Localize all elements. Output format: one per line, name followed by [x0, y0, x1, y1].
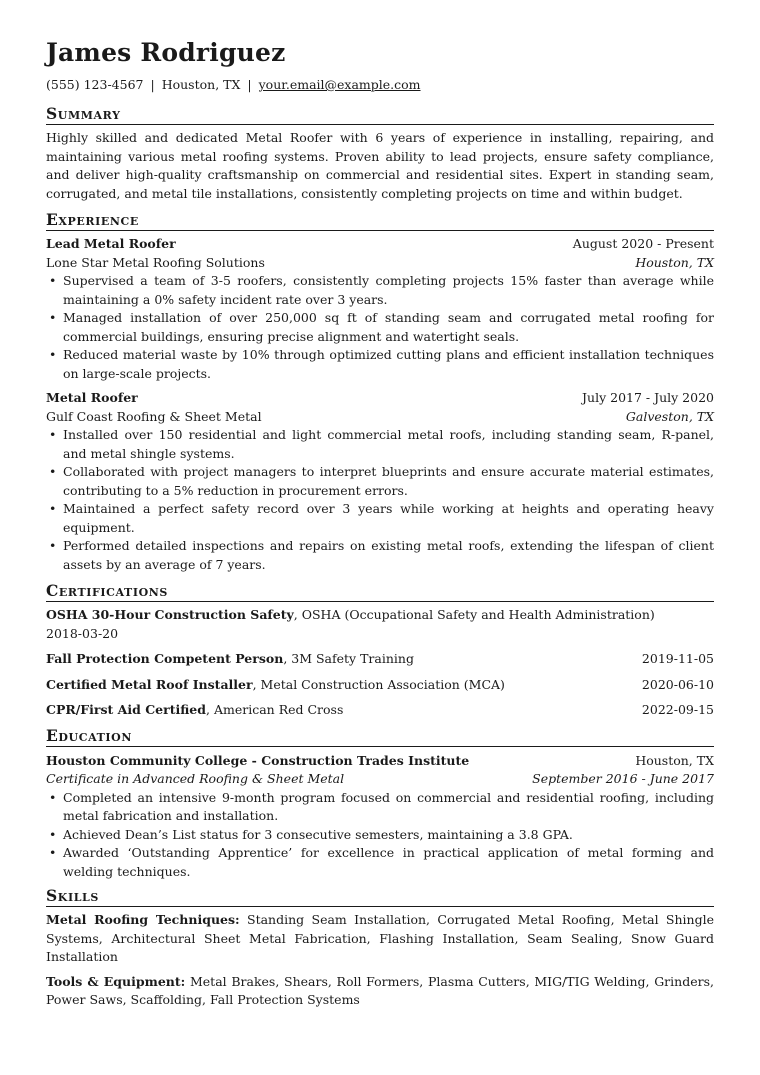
phone-number: (555) 123-4567	[46, 77, 144, 92]
skill-group-items: Metal Brakes, Shears, Roll Formers, Plasma Cutters, MIG/TIG Welding, Grinders, Power Saws, Scaffolding, Fall Protection Systems	[46, 973, 714, 1007]
cert-name: Certified Metal Roof Installer	[46, 676, 253, 692]
job-location: Galveston, TX	[625, 408, 714, 424]
job-entry	[46, 389, 714, 574]
cert-date: 2019-11-05	[641, 651, 714, 666]
skill-group	[46, 973, 714, 1010]
certification-item	[46, 676, 714, 695]
separator: |	[247, 77, 252, 92]
education-heading: Education	[46, 727, 714, 747]
skill-group-items: Standing Seam Installation, Corrugated Metal Roofing, Metal Shingle Systems, Architectural Sheet Metal Fabrication, Flashing Installation, Seam Sealing, Snow Guard Installation	[46, 912, 714, 964]
job-dates: August 2020 - Present	[572, 236, 714, 251]
education-subheader	[46, 770, 714, 789]
job-company: Gulf Coast Roofing & Sheet Metal	[46, 408, 262, 424]
bullet-item: • Collaborated with project managers to interpret blueprints and ensure accurate material estimates, contributing to a 5% reduction in procurement errors.	[63, 463, 714, 500]
cert-date: 2020-06-10	[641, 676, 714, 692]
cert-date: 2018-03-20	[46, 625, 119, 641]
program-name: Certificate in Advanced Roofing & Sheet Metal	[46, 771, 345, 786]
school-name: Houston Community College - Construction Trades Institute	[46, 752, 470, 768]
cert-name: CPR/First Aid Certified	[46, 702, 207, 717]
bullet-item: • Completed an intensive 9-month program focused on commercial and residential roofing, including metal fabrication and installation.	[63, 789, 714, 826]
education-entry	[46, 752, 714, 882]
job-bullets	[46, 272, 714, 383]
job-location: Houston, TX	[635, 254, 714, 270]
summary-heading: Summary	[46, 105, 714, 125]
experience-heading: Experience	[46, 211, 714, 231]
email-link[interactable]: your.email@example.com	[258, 77, 421, 92]
cert-date: 2022-09-15	[641, 702, 714, 717]
cert-issuer: , OSHA (Occupational Safety and Health Administration)	[293, 607, 655, 622]
candidate-name: James Rodriguez	[46, 38, 286, 67]
education-header	[46, 752, 714, 771]
bullet-item: • Achieved Dean’s List status for 3 consecutive semesters, maintaining a 3.8 GPA.	[63, 826, 714, 845]
job-subheader	[46, 254, 714, 273]
bullet-item: • Performed detailed inspections and repairs on existing metal roofs, extending the lifespan of client assets by an average of 7 years.	[63, 537, 714, 574]
bullet-item: • Managed installation of over 250,000 sq ft of standing seam and corrugated metal roofing for commercial buildings, ensuring precise alignment and watertight seals.	[63, 309, 714, 346]
job-entry	[46, 235, 714, 383]
job-role: Metal Roofer	[46, 390, 138, 405]
skills-heading: Skills	[46, 887, 714, 907]
summary-text: Highly skilled and dedicated Metal Roofer with 6 years of experience in installing, repairing, and maintaining various metal roofing systems. Proven ability to lead projects, ensure safety compliance, and deliver high-quality craftsmanship on commercial and residential sites. Expert in standing seam, corrugated, and metal tile installations, consistently completing projects on time and within budget.	[46, 130, 714, 201]
skill-group-label: Metal Roofing Techniques:	[46, 912, 240, 927]
certification-item	[46, 701, 714, 720]
skill-group	[46, 911, 714, 967]
certification-item	[46, 606, 714, 643]
cert-name: Fall Protection Competent Person	[46, 651, 284, 666]
job-header	[46, 389, 714, 408]
skills-list	[46, 911, 714, 1010]
job-bullets	[46, 426, 714, 574]
education-dates: September 2016 - June 2017	[532, 771, 714, 786]
skill-group-label: Tools & Equipment:	[46, 973, 186, 989]
job-role: Lead Metal Roofer	[46, 236, 176, 251]
cert-issuer: , 3M Safety Training	[283, 651, 414, 666]
school-location: Houston, TX	[635, 752, 714, 768]
separator: |	[150, 77, 155, 92]
certifications-heading: Certifications	[46, 582, 714, 602]
bullet-item: • Awarded ‘Outstanding Apprentice’ for excellence in practical application of metal forming and welding techniques.	[63, 844, 714, 881]
certification-item	[46, 650, 714, 669]
bullet-item: • Supervised a team of 3-5 roofers, consistently completing projects 15% faster than average while maintaining a 0% safety incident rate over 3 years.	[63, 272, 714, 309]
cert-issuer: , Metal Construction Association (MCA)	[252, 676, 505, 692]
certification-list	[46, 606, 714, 720]
location: Houston, TX	[161, 77, 241, 92]
contact-line	[46, 77, 714, 93]
cert-name: OSHA 30-Hour Construction Safety	[46, 607, 294, 622]
job-company: Lone Star Metal Roofing Solutions	[46, 254, 265, 270]
job-header	[46, 235, 714, 254]
education-bullets	[46, 789, 714, 882]
bullet-item: • Installed over 150 residential and light commercial metal roofs, including standing seam, R-panel, and metal shingle systems.	[63, 426, 714, 463]
bullet-item: • Maintained a perfect safety record over 3 years while working at heights and operating heavy equipment.	[63, 500, 714, 537]
cert-issuer: , American Red Cross	[206, 702, 344, 717]
bullet-item: • Reduced material waste by 10% through optimized cutting plans and efficient installation techniques on large-scale projects.	[63, 346, 714, 383]
job-subheader	[46, 408, 714, 427]
job-dates: July 2017 - July 2020	[582, 390, 714, 405]
